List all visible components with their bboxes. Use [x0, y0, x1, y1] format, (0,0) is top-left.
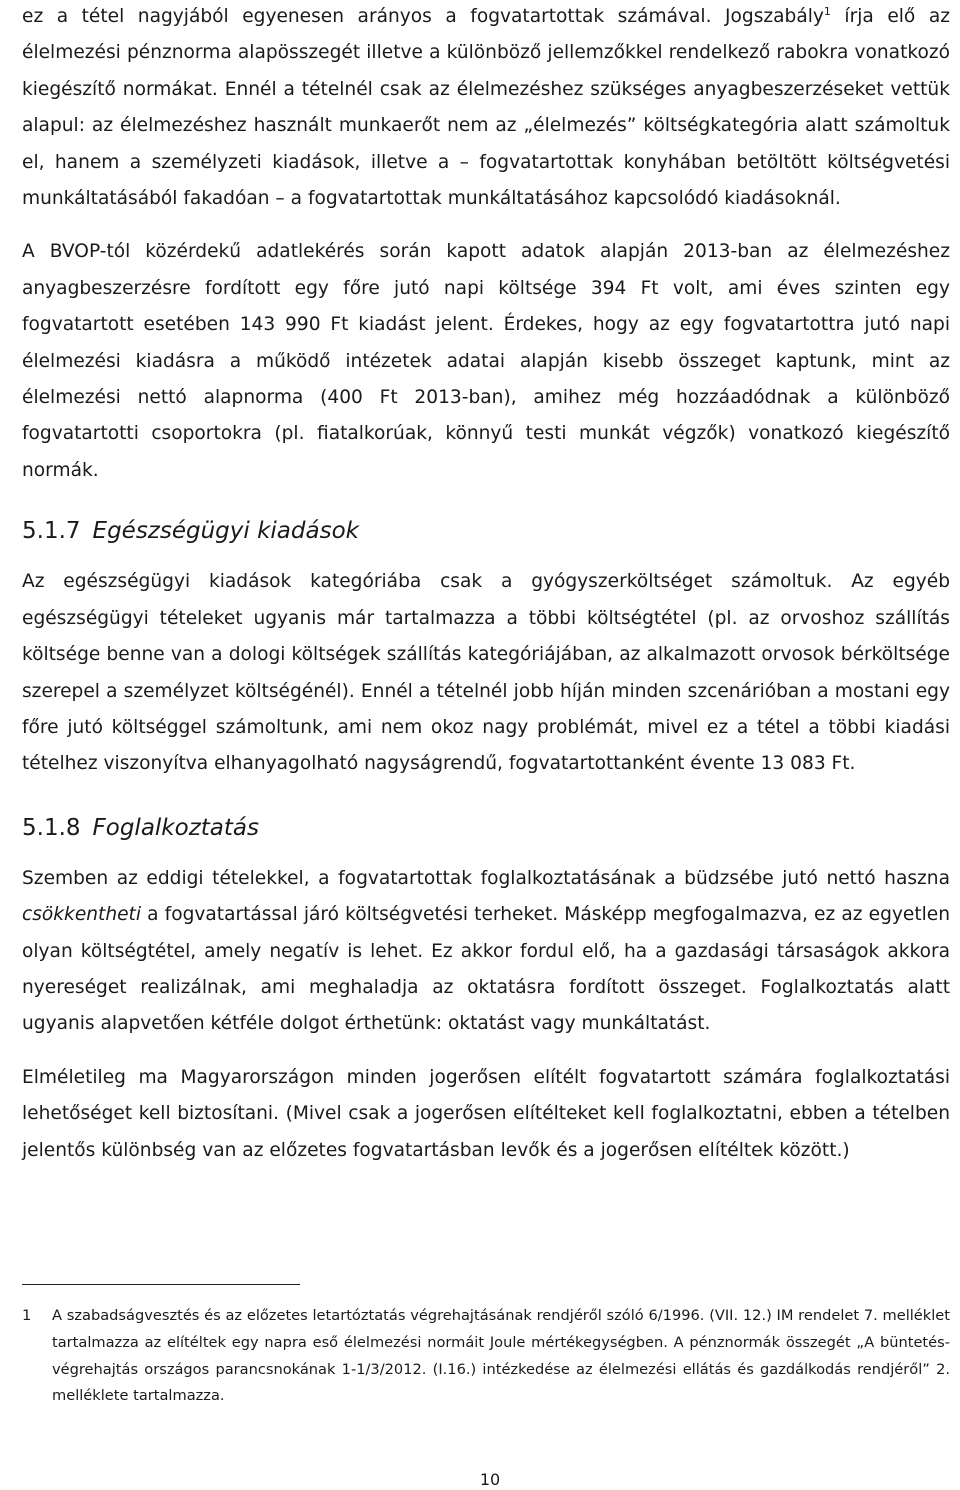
section-number: 5.1.7: [22, 518, 81, 545]
section-heading-employment: [22, 813, 950, 843]
paragraph-text: ez a tétel nagyjából egyenesen arányos a fogvatartottak számával. Jogszabály: [22, 6, 824, 27]
paragraph-text: Szemben az eddigi tételekkel, a fogvatartottak foglalkoztatásának a büdzsébe jutó nettó haszna: [22, 867, 950, 889]
emphasized-text: csökkentheti: [22, 904, 142, 926]
section-title: Egészségügyi kiadások: [92, 518, 359, 545]
paragraph-health-expenses: Az egészségügyi kiadások kategóriába csak a gyógyszerköltséget számoltuk. Az egyéb egészségügyi tételeket ugyanis már tartalmazza a többi költségtétel (pl. az orvoshoz szállítás költsége benne van a dologi költségek szállítás kategóriájában, az alkalmazott orvosok bérköltsége szerepel a személyzet költségénél). Ennél a tételnél jobb híján minden szcenárióban a mostani egy főre jutó költséggel számoltunk, ami nem okoz nagy problémát, mivel ez a tétel a többi kiadási tételhez viszonyítva elhanyagolható nagyságrendű, fogvatartottanként évente 13 083 Ft.: [22, 571, 950, 775]
paragraph-bvop-data: A BVOP-tól közérdekű adatlekérés során kapott adatok alapján 2013-ban az élelmezéshez anyagbeszerzésre fordított egy főre jutó napi költsége 394 Ft volt, ami éves szinten egy fogvatartott esetében 143 990 Ft kiadást jelent. Érdekes, hogy az egy fogvatartottra jutó napi élelmezési kiadásra a működő intézetek adatai alapján kisebb összeget kaptunk, mint az élelmezési nettó alapnorma (400 Ft 2013-ban), amihez még hozzáadódnak a különböző fogvatartotti csoportokra (pl. fiatalkorúak, könnyű testi munkát végzők) vonatkozó kiegészítő normák.: [22, 241, 950, 481]
footnote-text: A szabadságvesztés és az előzetes letartóztatás végrehajtásának rendjéről szóló 6/1996. (VII. 12.) IM rendelet 7. melléklet tartalmazza az elítéltek egy napra eső élelmezési normáit Joule mértékegységben. A pénznormák összegét „A büntetés-végrehajtás országos parancsnokának 1-1/3/2012. (I.16.) intézkedése az élelmezési ellátás és gazdálkodás rendjéről” 2. melléklete tartalmazza.: [52, 1307, 950, 1405]
paragraph-employment-obligation: Elméletileg ma Magyarországon minden jogerősen elítélt fogvatartott számára foglalkoztatási lehetőséget kell biztosítani. (Mivel csak a jogerősen elítélteket kell foglalkoztatni, ebben a tételben jelentős különbség van az előzetes fogvatartásban levők és a jogerősen elítéltek között.): [22, 1066, 950, 1161]
footnote: [22, 1303, 950, 1410]
page-number: 10: [479, 1470, 501, 1489]
section-title: Foglalkoztatás: [92, 814, 259, 841]
paragraph-text: írja elő az élelmezési pénznorma alapösszegét illetve a különböző jellemzőkkel rendelkező rabokra vonatkozó kiegészítő normákat. Ennél a tételnél csak az élelmezéshez szükséges anyagbeszerzéseket vettük alapul: az élelmezéshez használt munkaerőt nem az „élelmezés” költségkategória alatt számoltuk el, hanem a személyzeti kiadások, illetve a – fogvatartottak konyhában betöltött költségvetési munkáltatásából fakadóan – a fogvatartottak munkáltatásához kapcsolódó kiadásoknál.: [22, 6, 950, 210]
paragraph-text: a fogvatartással járó költségvetési terheket. Másképp megfogalmazva, ez az egyetlen olyan költségtétel, amely negatív is lehet. Ez akkor fordul elő, ha a gazdasági társaságok akkora nyereséget realizálnak, ami meghaladja az oktatásra fordított összeget. Foglalkoztatás alatt ugyanis alapvetően kétféle dolgot érthetünk: oktatást vagy munkáltatást.: [22, 904, 950, 1035]
section-heading-health-expenses: [22, 516, 950, 546]
document-page: [22, 0, 950, 1489]
paragraph-employment-net-benefit: [22, 861, 950, 1043]
footnote-separator: [22, 1284, 300, 1285]
paragraph-food-costs-intro: [22, 0, 950, 217]
footnote-mark: 1: [22, 1307, 32, 1324]
footnote-reference[interactable]: 1: [823, 4, 831, 18]
section-number: 5.1.8: [22, 814, 81, 841]
